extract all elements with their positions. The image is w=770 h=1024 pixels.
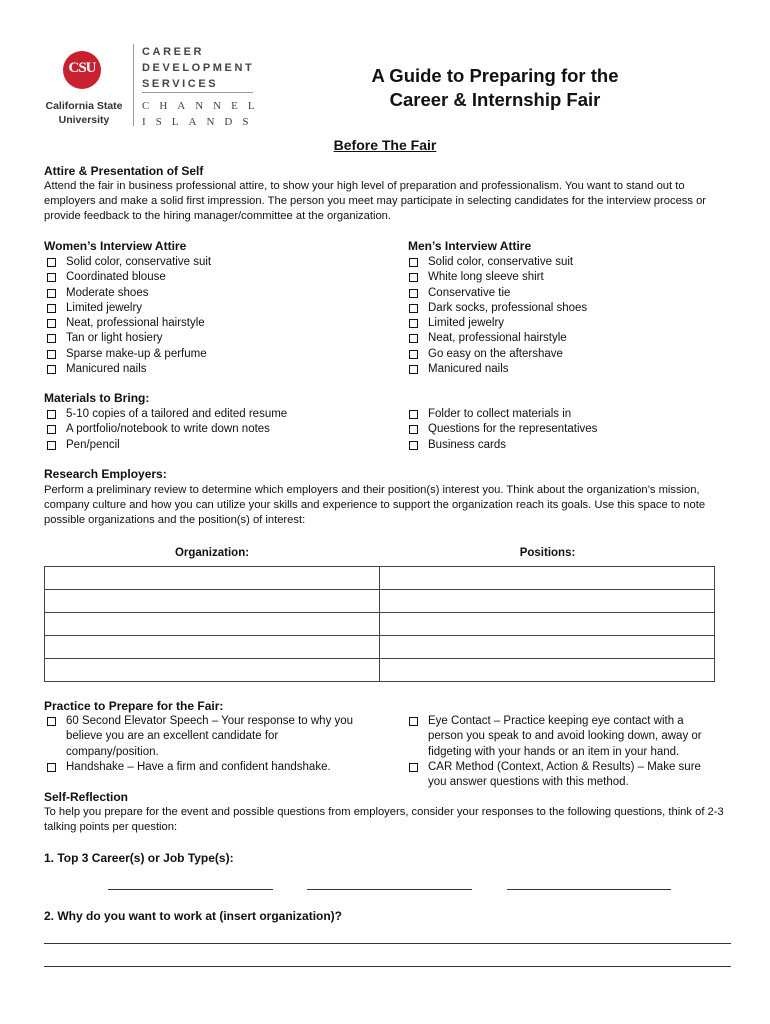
- table-row: [45, 659, 715, 682]
- practice-list-right: [406, 714, 721, 790]
- table-row: [45, 613, 715, 636]
- checklist-item: [44, 422, 374, 437]
- answer-line[interactable]: [44, 943, 731, 944]
- reflection-heading: Self-Reflection: [44, 790, 129, 804]
- checkbox-icon[interactable]: [409, 289, 418, 298]
- positions-cell[interactable]: [380, 659, 715, 682]
- logo-mark-text: CSU: [68, 60, 96, 76]
- women-attire-heading: Women’s Interview Attire: [44, 239, 187, 253]
- table-row: [45, 590, 715, 613]
- checklist-item: [406, 316, 736, 331]
- item-label: 60 Second Elevator Speech – Your response to why you believe you are an excellent candidate for company/position.: [66, 715, 354, 758]
- organization-cell[interactable]: [45, 590, 380, 613]
- item-label: Solid color, conservative suit: [66, 256, 212, 268]
- answer-line[interactable]: [108, 889, 273, 890]
- materials-heading: Materials to Bring:: [44, 391, 150, 405]
- reflection-text: To help you prepare for the event and possible questions from employers, consider your responses to the following questions, think of 2-3 talking points per question:: [44, 806, 724, 833]
- checkbox-icon[interactable]: [47, 350, 56, 359]
- dept-line-2: DEVELOPMENT: [142, 62, 255, 74]
- item-label: Limited jewelry: [66, 301, 143, 314]
- dept-line-1: CAREER: [142, 46, 205, 58]
- checkbox-icon[interactable]: [409, 304, 418, 313]
- item-label: Pen/pencil: [66, 438, 120, 451]
- attire-heading: Attire & Presentation of Self: [44, 164, 204, 178]
- checklist-item: [406, 286, 736, 301]
- item-label: 5-10 copies of a tailored and edited resume: [66, 408, 288, 420]
- table-row: [45, 567, 715, 590]
- checklist-item: [44, 286, 374, 301]
- item-label: Folder to collect materials in: [428, 408, 572, 420]
- checkbox-icon[interactable]: [47, 410, 56, 419]
- materials-list-left: [44, 407, 374, 453]
- checklist-item: [44, 316, 374, 331]
- item-label: Dark socks, professional shoes: [428, 301, 588, 314]
- positions-column-header: Positions:: [519, 547, 576, 559]
- checklist-item: [406, 760, 721, 791]
- item-label: Manicured nails: [66, 363, 147, 376]
- checkbox-icon[interactable]: [47, 763, 56, 772]
- item-label: Neat, professional hairstyle: [66, 317, 205, 330]
- university-line-2: University: [58, 114, 110, 126]
- organizations-table: [44, 566, 715, 682]
- organization-cell[interactable]: [45, 567, 380, 590]
- checkbox-icon[interactable]: [409, 350, 418, 359]
- practice-heading: Practice to Prepare for the Fair:: [44, 699, 224, 713]
- positions-cell[interactable]: [380, 636, 715, 659]
- title-line-1: A Guide to Preparing for the: [371, 65, 619, 86]
- item-label: Eye Contact – Practice keeping eye contact with a person you speak to and avoid looking down, away or fidgeting with your hands or an item in your hand.: [428, 715, 702, 758]
- checklist-item: [44, 714, 364, 760]
- dept-line-3: SERVICES: [142, 78, 219, 90]
- question-2: 2. Why do you want to work at (insert organization)?: [44, 909, 343, 923]
- item-label: Questions for the representatives: [428, 423, 598, 436]
- item-label: Moderate shoes: [66, 286, 149, 299]
- checkbox-icon[interactable]: [47, 441, 56, 450]
- checkbox-icon[interactable]: [409, 273, 418, 282]
- checkbox-icon[interactable]: [47, 425, 56, 434]
- item-label: Neat, professional hairstyle: [428, 332, 567, 345]
- checkbox-icon[interactable]: [409, 441, 418, 450]
- department-name: [142, 44, 254, 92]
- positions-cell[interactable]: [380, 613, 715, 636]
- checkbox-icon[interactable]: [47, 717, 56, 726]
- item-label: CAR Method (Context, Action & Results) – Make sure you answer questions with this method.: [428, 760, 701, 789]
- campus-line-2: ISLANDS: [142, 116, 259, 128]
- campus-line-1: CHANNEL: [142, 100, 265, 112]
- checklist-item: [44, 301, 374, 316]
- checklist-item: [406, 270, 736, 285]
- answer-line[interactable]: [507, 889, 671, 890]
- checklist-item: [44, 347, 374, 362]
- checklist-item: [44, 331, 374, 346]
- university-line-1: California State: [45, 100, 123, 112]
- checkbox-icon[interactable]: [409, 334, 418, 343]
- men-attire-heading: Men’s Interview Attire: [408, 239, 532, 253]
- research-text: Perform a preliminary review to determine which employers and their position(s) interest you. Think about the organization’s mission, company culture and how you can utilize your skills and experience to support the organization reach its goals. Use this space to note possible organizations and the position(s) of interest:: [44, 484, 706, 526]
- item-label: Go easy on the aftershave: [428, 347, 563, 360]
- checkbox-icon[interactable]: [47, 319, 56, 328]
- men-attire-list: [406, 255, 736, 377]
- organization-cell[interactable]: [45, 659, 380, 682]
- practice-list-left: [44, 714, 364, 775]
- checkbox-icon[interactable]: [409, 717, 418, 726]
- item-label: A portfolio/notebook to write down notes: [66, 423, 270, 436]
- checklist-item: [44, 255, 374, 270]
- checkbox-icon[interactable]: [409, 425, 418, 434]
- checklist-item: [406, 407, 736, 422]
- checkbox-icon[interactable]: [47, 273, 56, 282]
- organization-cell[interactable]: [45, 636, 380, 659]
- checklist-item: [44, 270, 374, 285]
- checklist-item: [406, 422, 736, 437]
- answer-line[interactable]: [44, 966, 731, 967]
- checkbox-icon[interactable]: [409, 410, 418, 419]
- materials-list-right: [406, 407, 736, 453]
- university-name: [40, 99, 128, 127]
- checklist-item: [406, 362, 736, 377]
- attire-text: Attend the fair in business professional attire, to show your high level of preparation and professionalism. You want to stand out to employers and make a solid first impression. The person you meet may participate in selecting candidates for the interview process or provide feedback to the hiring manager/committee at the organization.: [44, 180, 707, 222]
- checklist-item: [44, 407, 374, 422]
- organization-cell[interactable]: [45, 613, 380, 636]
- item-label: Limited jewelry: [428, 317, 505, 330]
- checklist-item: [406, 255, 736, 270]
- item-label: Tan or light hosiery: [66, 332, 163, 345]
- csu-logo-icon: [63, 51, 101, 89]
- checklist-item: [44, 438, 374, 453]
- women-attire-list: [44, 255, 374, 377]
- positions-cell[interactable]: [380, 590, 715, 613]
- question-1: 1. Top 3 Career(s) or Job Type(s):: [44, 851, 234, 865]
- item-label: Coordinated blouse: [66, 271, 166, 284]
- answer-line[interactable]: [307, 889, 472, 890]
- checkbox-icon[interactable]: [47, 334, 56, 343]
- checkbox-icon[interactable]: [47, 258, 56, 267]
- checkbox-icon[interactable]: [47, 304, 56, 313]
- item-label: White long sleeve shirt: [428, 271, 544, 284]
- campus-name: [142, 98, 265, 130]
- checklist-item: [406, 438, 736, 453]
- checkbox-icon[interactable]: [409, 319, 418, 328]
- item-label: Business cards: [428, 438, 506, 451]
- checkbox-icon[interactable]: [409, 365, 418, 374]
- item-label: Handshake – Have a firm and confident handshake.: [66, 760, 331, 773]
- checklist-item: [406, 714, 721, 760]
- research-heading: Research Employers:: [44, 467, 167, 481]
- item-label: Sparse make-up & perfume: [66, 347, 207, 360]
- checkbox-icon[interactable]: [47, 365, 56, 374]
- checklist-item: [406, 331, 736, 346]
- page-title: [345, 64, 645, 112]
- organization-column-header: Organization:: [174, 547, 250, 559]
- checkbox-icon[interactable]: [47, 289, 56, 298]
- item-label: Conservative tie: [428, 286, 511, 299]
- checklist-item: [44, 362, 374, 377]
- checklist-item: [44, 760, 364, 775]
- checkbox-icon[interactable]: [409, 258, 418, 267]
- logo-rule: [142, 92, 253, 93]
- logo-divider: [133, 44, 134, 126]
- positions-cell[interactable]: [380, 567, 715, 590]
- section-heading-text: Before The Fair: [333, 137, 437, 153]
- item-label: Solid color, conservative suit: [428, 256, 574, 268]
- item-label: Manicured nails: [428, 363, 509, 376]
- checklist-item: [406, 347, 736, 362]
- section-heading-before: [0, 137, 770, 153]
- table-row: [45, 636, 715, 659]
- checkbox-icon[interactable]: [409, 763, 418, 772]
- title-line-2: Career & Internship Fair: [389, 89, 601, 110]
- checklist-item: [406, 301, 736, 316]
